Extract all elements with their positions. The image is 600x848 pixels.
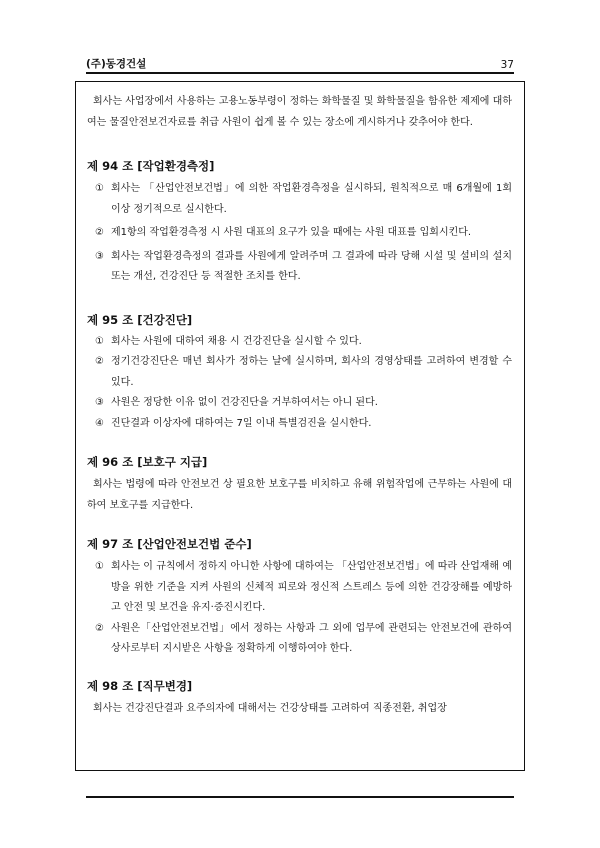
article-body: 회사는 건강진단결과 요주의자에 대해서는 건강상태를 고려하여 직종전환, 취업장	[93, 702, 447, 714]
page-header	[86, 56, 514, 71]
intro-paragraph: 회사는 사업장에서 사용하는 고용노동부령이 정하는 화학물질 및 화학물질을 함유한 제제에 대하여는 물질안전보건자료를 취급 사원이 쉽게 볼 수 있는 장소에 게시하거나 갖추어야 한다.	[87, 96, 512, 128]
article-title: 제 95 조 [건강진단]	[87, 312, 193, 327]
article-98	[87, 676, 512, 720]
article-94	[87, 156, 512, 288]
list-item	[87, 619, 512, 660]
article-items	[87, 332, 512, 435]
company-name: (주)동경건설	[86, 58, 147, 70]
item-text: 진단결과 이상자에 대하여는 7일 이내 특별검진을 실시한다.	[111, 417, 372, 429]
item-text: 회사는 작업환경측정의 결과를 사원에게 알려주며 그 결과에 따라 당해 시설 및 설비의 설치 또는 개선, 건강진단 등 적절한 조치를 한다.	[111, 250, 512, 282]
article-body: 회사는 법령에 따라 안전보건 상 필요한 보호구를 비치하고 유해 위험작업에 근무하는 사원에 대하여 보호구를 지급한다.	[87, 479, 512, 511]
item-text: 회사는 「산업안전보건법」에 의한 작업환경측정을 실시하되, 원칙적으로 매 6개월에 1회 이상 정기적으로 실시한다.	[111, 183, 512, 215]
article-97	[87, 534, 512, 660]
item-text: 정기건강진단은 매년 회사가 정하는 날에 실시하며, 회사의 경영상태를 고려하여 변경할 수 있다.	[111, 356, 512, 388]
item-number: ①	[95, 561, 104, 572]
item-number: ③	[95, 397, 104, 408]
item-number: ②	[95, 622, 104, 634]
article-title: 제 97 조 [산업안전보건법 준수]	[87, 537, 252, 551]
footer-rule	[86, 796, 514, 798]
list-item	[87, 223, 512, 244]
item-number: ②	[95, 227, 104, 238]
item-number: ②	[95, 356, 104, 367]
document-body	[87, 92, 512, 719]
list-item	[87, 557, 512, 619]
list-item	[87, 414, 512, 435]
list-item	[87, 179, 512, 220]
list-item	[87, 332, 512, 353]
item-number: ④	[95, 417, 104, 429]
article-title: 제 94 조 [작업환경측정]	[87, 159, 215, 173]
list-item	[87, 393, 512, 414]
article-title: 제 96 조 [보호구 지급]	[87, 455, 208, 469]
page-number: 37	[500, 59, 514, 71]
item-text: 사원은「산업안전보건법」에서 정하는 사항과 그 외에 업무에 관련되는 안전보건에 관하여 상사로부터 지시받은 사항을 정확하게 이행하여야 한다.	[111, 622, 512, 654]
list-item	[87, 352, 512, 393]
item-text: 사원은 정당한 이유 없이 건강진단을 거부하여서는 아니 된다.	[111, 397, 378, 408]
article-title: 제 98 조 [직무변경]	[87, 678, 193, 693]
item-number: ①	[95, 183, 104, 194]
article-96	[87, 452, 512, 516]
article-items	[87, 179, 512, 288]
article-items	[87, 557, 512, 660]
list-item	[87, 247, 512, 288]
item-text: 회사는 이 규칙에서 정하지 아니한 사항에 대하여는 「산업안전보건법」에 따라 산업재해 예방을 위한 기준을 지켜 사원의 신체적 피로와 정신적 스트레스 등에 의한 건강장해를 예방하고 안전 및 보건을 유지·증진시킨다.	[111, 561, 512, 613]
header-rule	[86, 72, 514, 74]
article-95	[87, 310, 512, 435]
item-text: 회사는 사원에 대하여 채용 시 건강진단을 실시할 수 있다.	[111, 335, 362, 347]
item-number: ①	[95, 335, 104, 347]
content-box	[75, 81, 525, 771]
item-text: 제1항의 작업환경측정 시 사원 대표의 요구가 있을 때에는 사원 대표를 입회시킨다.	[111, 227, 472, 238]
item-number: ③	[95, 250, 104, 262]
